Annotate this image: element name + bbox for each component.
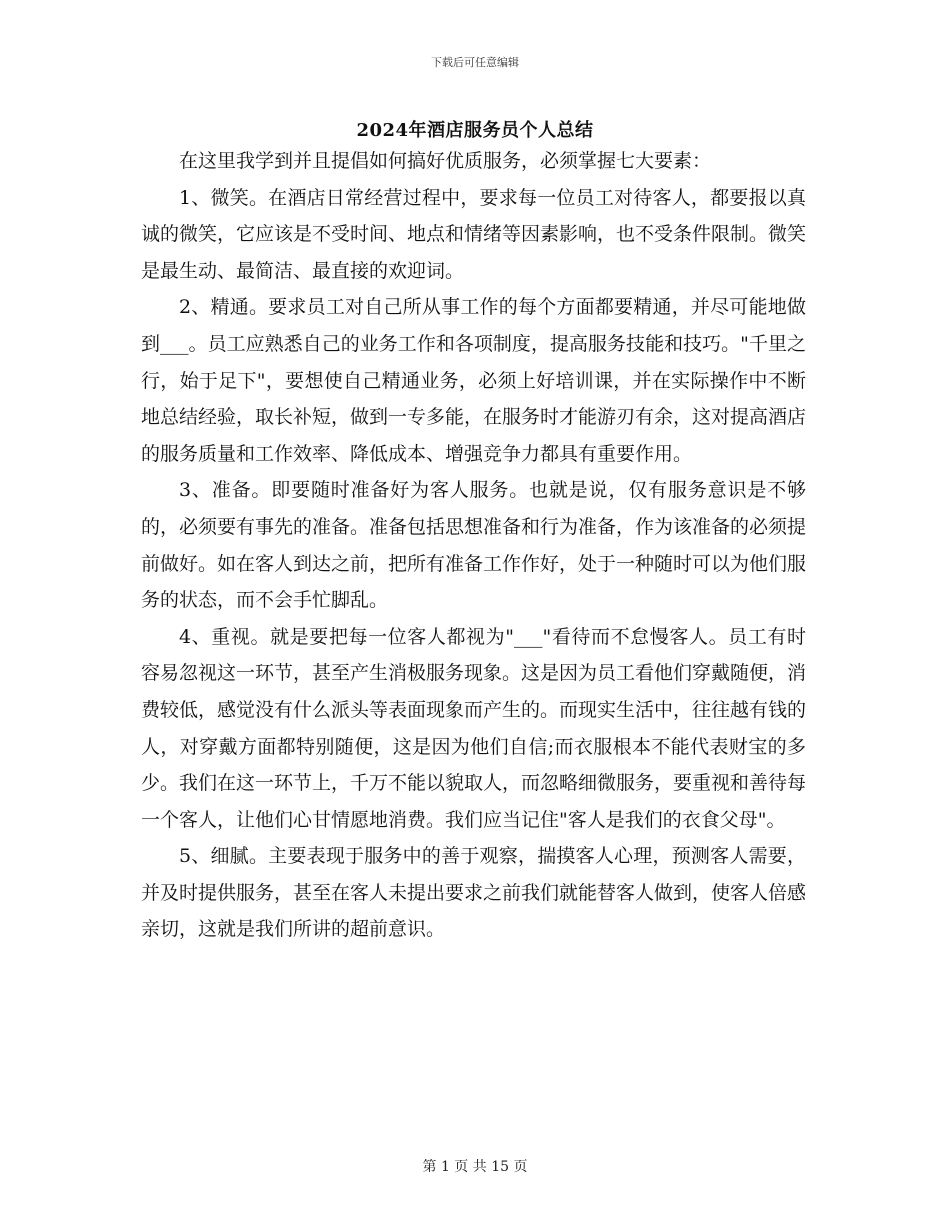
paragraph-proficiency: 2、精通。要求员工对自己所从事工作的每个方面都要精通，并尽可能地做到___。员工应熟悉自己的业务工作和各项制度，提高服务技能和技巧。"千里之行，始于足下"，要想使自己精通业务，必须上好培训课，并在实际操作中不断地总结经验，取长补短，做到一专多能，在服务时才能游刃有余，这对提高酒店的服务质量和工作效率、降低成本、增强竞争力都具有重要作用。 [141,296,807,465]
document-title: 2024年酒店服务员个人总结 [356,120,594,141]
paragraph-meticulous: 5、细腻。主要表现于服务中的善于观察，揣摸客人心理，预测客人需要，并及时提供服务，甚至在客人未提出要求之前我们就能替客人做到，使客人倍感亲切，这就是我们所讲的超前意识。 [141,845,807,941]
document-body [141,143,806,948]
page-footer: 第 1 页 共 15 页 [422,1159,528,1175]
paragraph-attention: 4、重视。就是要把每一位客人都视为"___"看待而不怠慢客人。员工有时容易忽视这一环节，甚至产生消极服务现象。这是因为员工看他们穿戴随便，消费较低，感觉没有什么派头等表面现象而产生的。而现实生活中，往往越有钱的人，对穿戴方面都特别随便，这是因为他们自信;而衣服根本不能代表财宝的多少。我们在这一环节上，千万不能以貌取人，而忽略细微服务，要重视和善待每一个客人，让他们心甘情愿地消费。我们应当记住"客人是我们的衣食父母"。 [141,625,807,831]
paragraph-smile: 1、微笑。在酒店日常经营过程中，要求每一位员工对待客人，都要报以真诚的微笑，它应该是不受时间、地点和情绪等因素影响，也不受条件限制。微笑是最生动、最简洁、最直接的欢迎词。 [141,186,807,282]
header-note: 下载后可任意编辑 [431,56,519,69]
paragraph-intro: 在这里我学到并且提倡如何搞好优质服务，必须掌握七大要素： [179,150,712,172]
paragraph-preparation: 3、准备。即要随时准备好为客人服务。也就是说，仅有服务意识是不够的，必须要有事先的准备。准备包括思想准备和行为准备，作为该准备的必须提前做好。如在客人到达之前，把所有准备工作作好，处于一种随时可以为他们服务的状态，而不会手忙脚乱。 [141,479,807,612]
